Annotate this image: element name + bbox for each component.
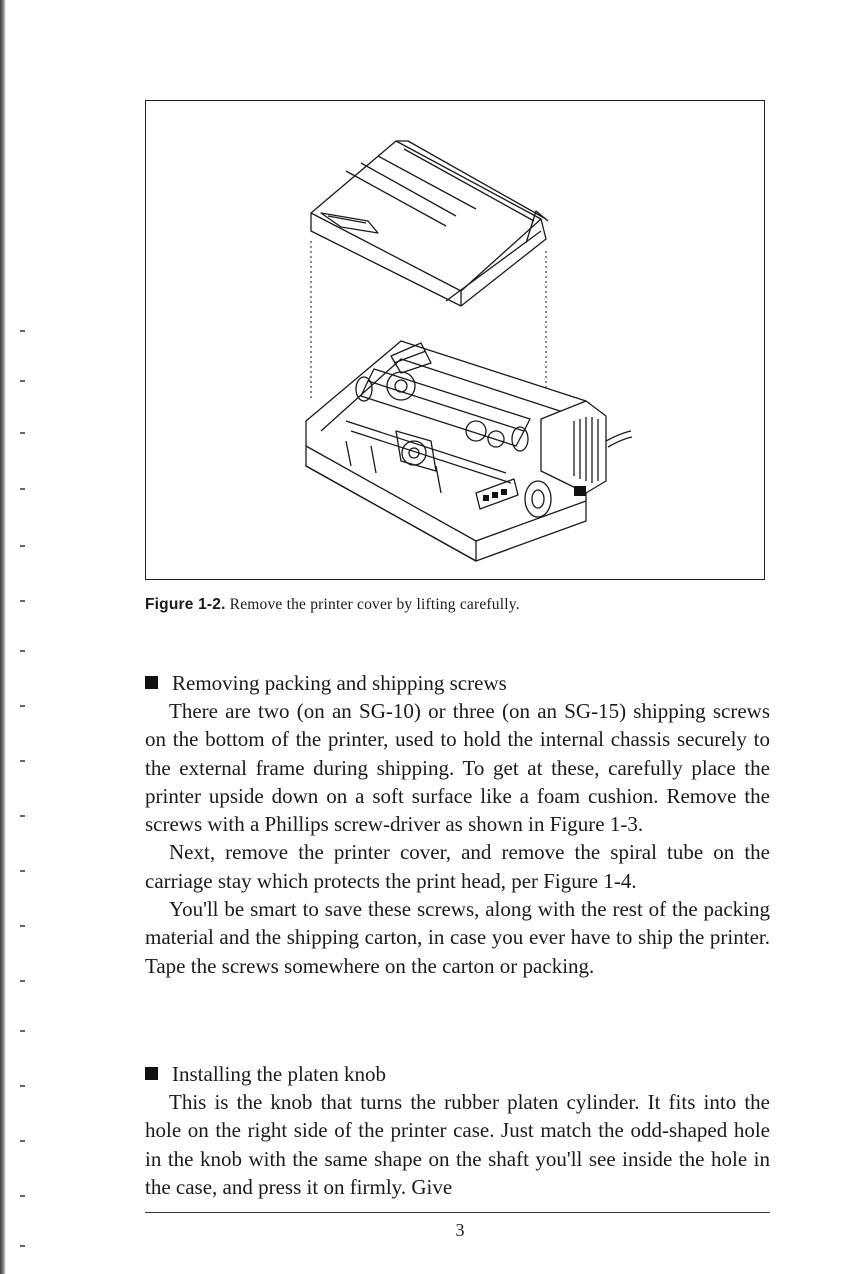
edge-mark	[20, 1195, 25, 1197]
bullet-square-icon	[145, 676, 158, 689]
figure-frame	[145, 100, 765, 580]
bullet-square-icon	[145, 1067, 158, 1080]
printer-cover-drawing	[311, 141, 548, 306]
heading-text: Installing the platen knob	[172, 1062, 387, 1086]
edge-mark	[20, 705, 25, 707]
paragraph: There are two (on an SG-10) or three (on an SG-15) shipping screws on the bottom of the printer, used to hold the internal chassis securely to the external frame during shipping. To get at these, carefully place the printer upside down on a soft surface like a foam cushion. Remove the screws with a Phillips screw-driver as shown in Figure 1-3.	[145, 699, 770, 837]
edge-mark	[20, 600, 25, 602]
edge-mark	[20, 925, 25, 927]
edge-mark	[20, 1245, 25, 1247]
printer-base-drawing	[306, 341, 632, 561]
edge-mark	[20, 1030, 25, 1032]
paragraph: Next, remove the printer cover, and remove the spiral tube on the carriage stay which protects the print head, per Figure 1-4.	[145, 840, 770, 893]
edge-mark	[20, 380, 25, 382]
printer-illustration	[146, 101, 763, 578]
caption-text: Remove the printer cover by lifting carefully.	[229, 596, 520, 613]
binding-edge	[0, 0, 6, 1274]
edge-mark	[20, 330, 25, 332]
edge-mark	[20, 488, 25, 490]
section-shipping-screws	[145, 669, 770, 980]
figure-caption	[145, 596, 520, 614]
edge-mark	[20, 1140, 25, 1142]
edge-mark	[20, 870, 25, 872]
edge-mark	[20, 650, 25, 652]
edge-mark	[20, 815, 25, 817]
caption-label: Figure 1-2.	[145, 596, 226, 613]
edge-mark	[20, 760, 25, 762]
page-number: 3	[455, 1220, 465, 1240]
paragraph: You'll be smart to save these screws, along with the rest of the packing material and the shipping carton, in case you ever have to ship the printer. Tape the screws somewhere on the carton or packing.	[145, 897, 770, 978]
edge-mark	[20, 545, 25, 547]
section-heading	[145, 1060, 770, 1088]
edge-mark	[20, 980, 25, 982]
edge-mark	[20, 1085, 25, 1087]
heading-text: Removing packing and shipping screws	[172, 671, 507, 695]
section-platen-knob	[145, 1060, 770, 1201]
paragraph: This is the knob that turns the rubber platen cylinder. It fits into the hole on the right side of the printer case. Just match the odd-shaped hole in the knob with the same shape on the shaft you'll see inside the hole in the case, and press it on firmly. Give	[145, 1090, 770, 1199]
edge-mark	[20, 432, 25, 434]
section-heading	[145, 669, 770, 697]
footer-rule	[145, 1212, 770, 1213]
